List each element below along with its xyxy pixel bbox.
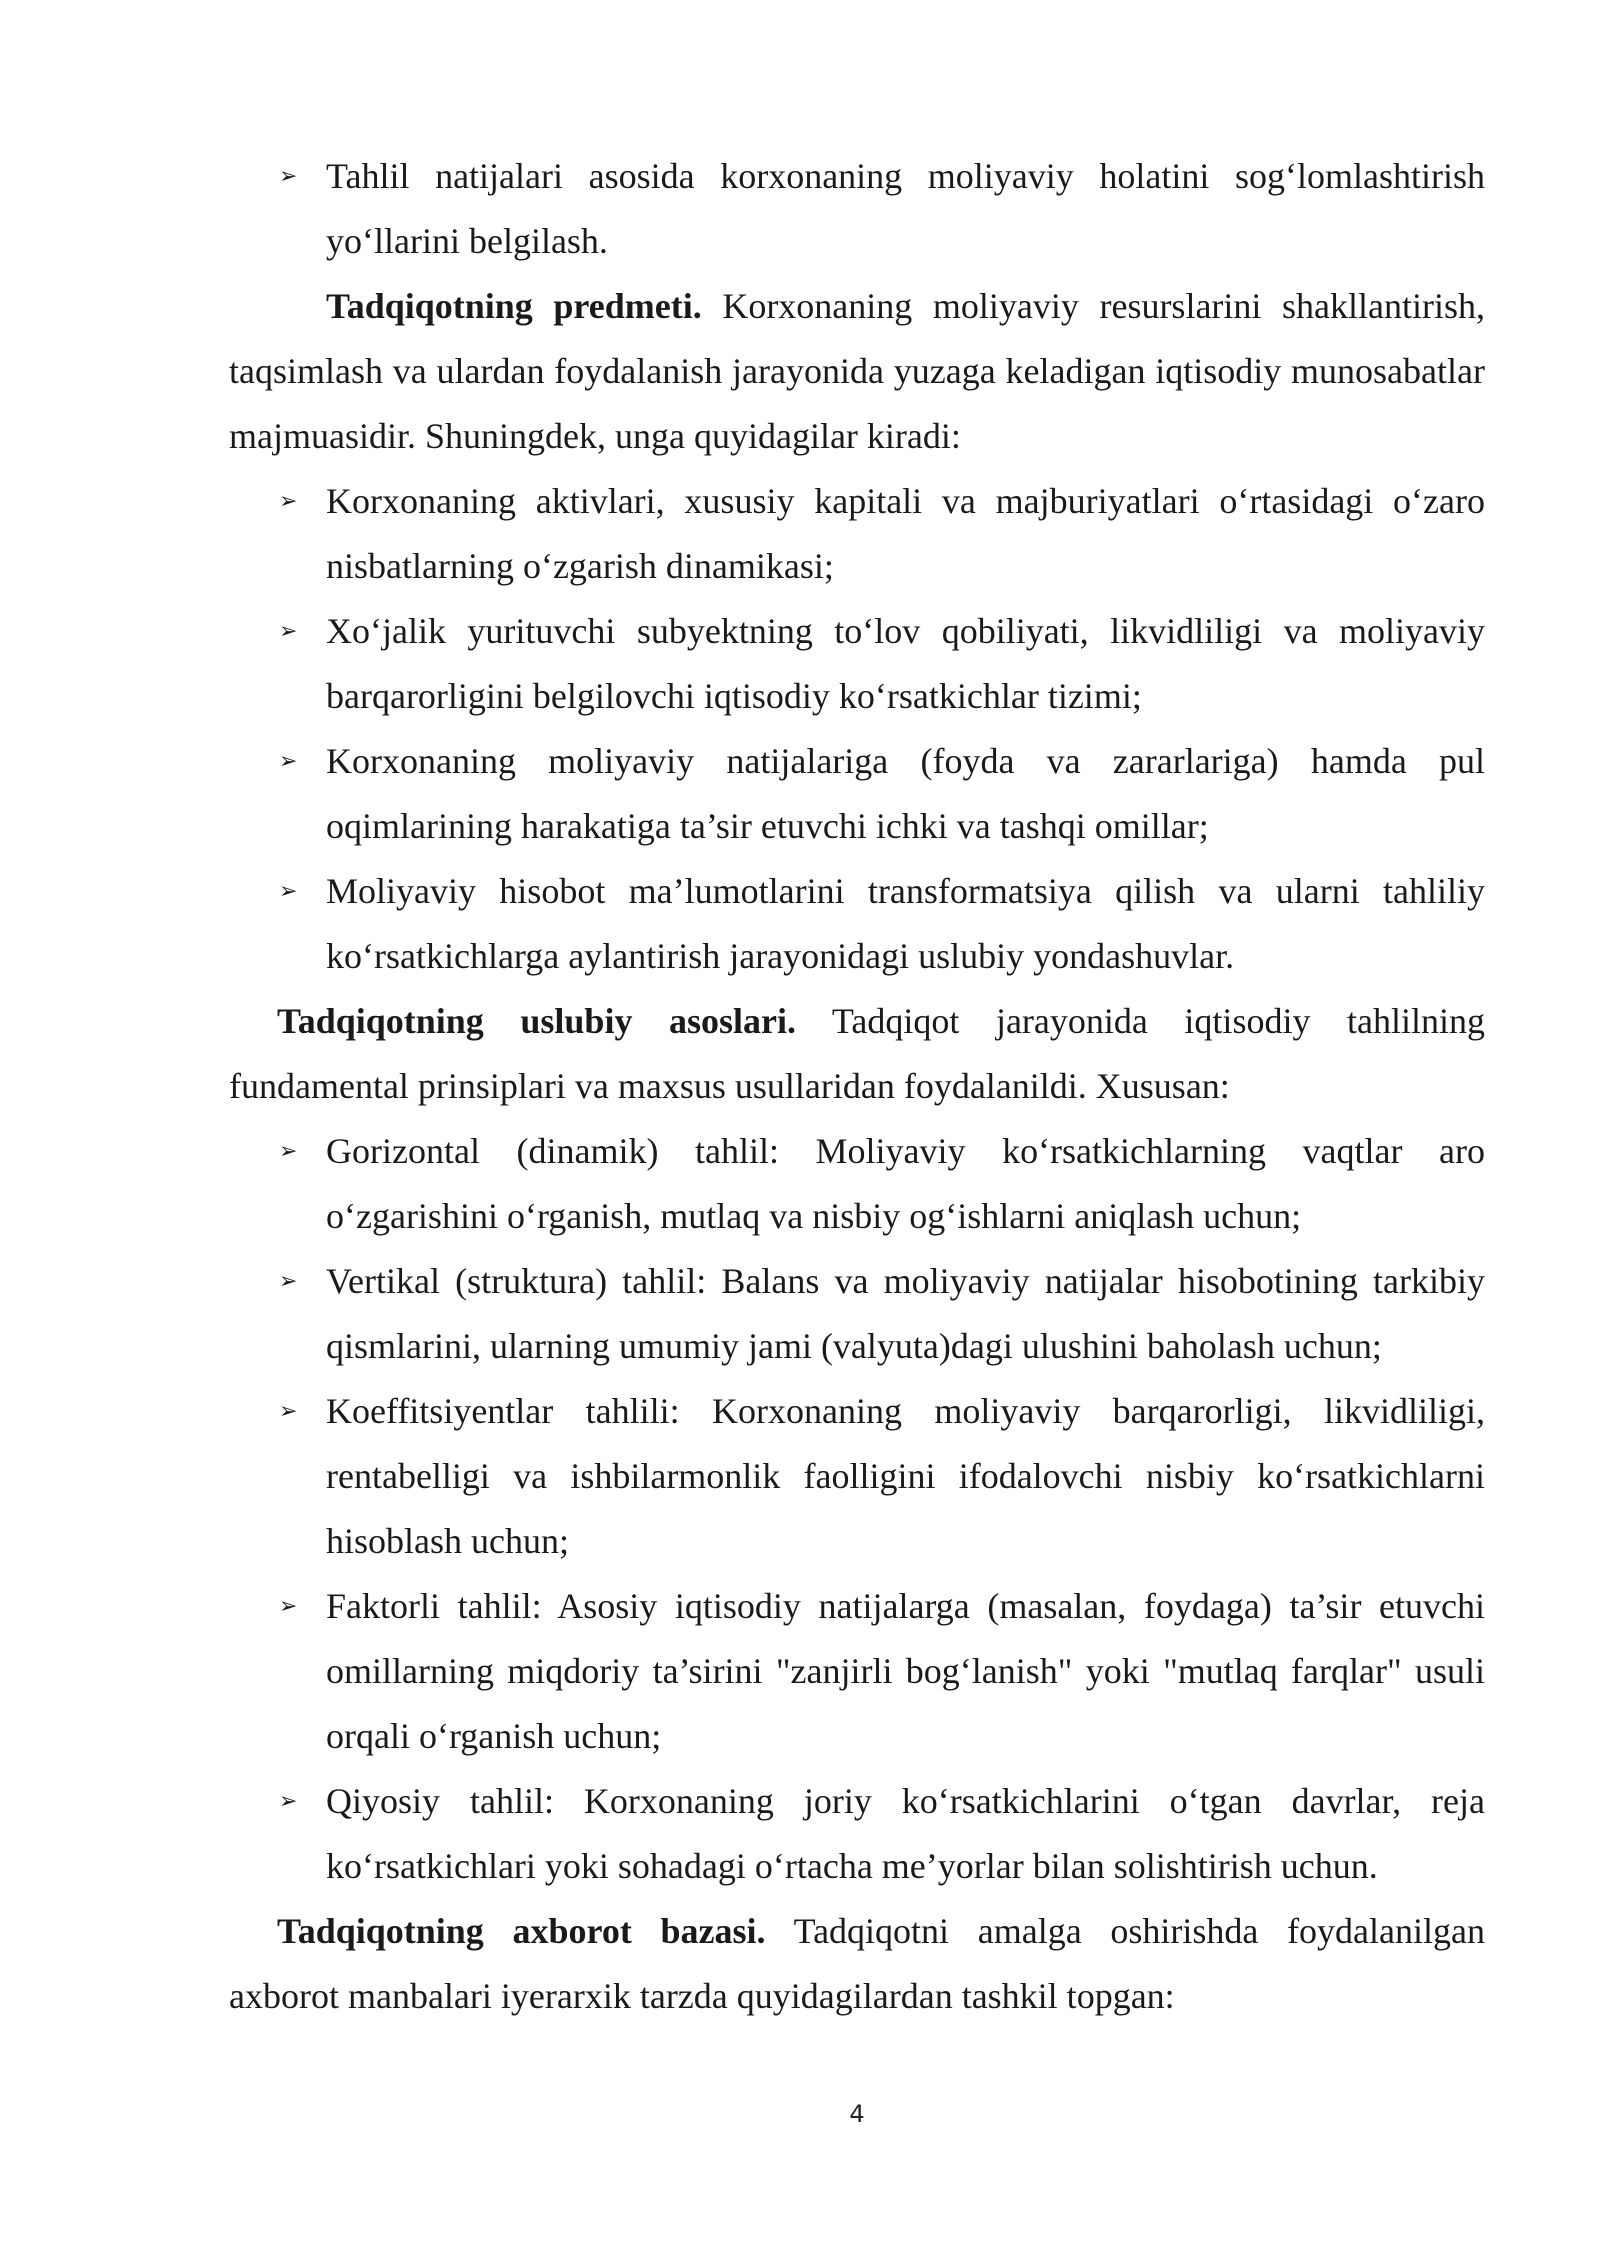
arrow-bullet-icon: ➢ (279, 879, 298, 904)
list-item (229, 469, 1485, 599)
list-item (229, 599, 1485, 729)
paragraph (229, 274, 1485, 469)
paragraph (229, 989, 1485, 1119)
arrow-bullet-icon: ➢ (279, 1139, 298, 1164)
list-item-text: Faktorli tahlil: Asosiy iqtisodiy natijalarga (masalan, foydaga) ta’sir etuvchi omillarning miqdoriy ta’sirini "zanjirli bog‘lanish" yoki "mutlaq farqlar" usuli orqali o‘rganish uchun; (326, 1586, 1485, 1756)
list-item-text: Xo‘jalik yurituvchi subyektning to‘lov qobiliyati, likvidliligi va moliyaviy barqarorligini belgilovchi iqtisodiy ko‘rsatkichlar tizimi; (326, 611, 1485, 716)
list-item (229, 144, 1485, 274)
paragraph-text: Tadqiqot jarayonida iqtisodiy tahlilning fundamental prinsiplari va maxsus usullaridan foydalanildi. Xususan: (229, 1001, 1485, 1106)
list-item (229, 1769, 1485, 1899)
document-body (229, 144, 1485, 2029)
list-item (229, 1379, 1485, 1574)
arrow-bullet-icon: ➢ (279, 749, 298, 774)
paragraph-text: Korxonaning moliyaviy resurslarini shakllantirish, taqsimlash va ulardan foydalanish jarayonida yuzaga keladigan iqtisodiy munosabatlar majmuasidir. Shuningdek, unga quyidagilar kiradi: (229, 286, 1485, 456)
arrow-bullet-icon: ➢ (279, 1399, 298, 1424)
paragraph (229, 1899, 1485, 2029)
arrow-bullet-icon: ➢ (279, 1269, 298, 1294)
list-item-text: Qiyosiy tahlil: Korxonaning joriy ko‘rsatkichlarini o‘tgan davrlar, reja ko‘rsatkichlari yoki sohadagi o‘rtacha me’yorlar bilan solishtirish uchun. (326, 1781, 1485, 1886)
arrow-bullet-icon: ➢ (279, 619, 298, 644)
list-item-text: Korxonaning aktivlari, xususiy kapitali va majburiyatlari o‘rtasidagi o‘zaro nisbatlarning o‘zgarish dinamikasi; (326, 481, 1485, 586)
list-item (229, 1249, 1485, 1379)
list-item-text: Tahlil natijalari asosida korxonaning moliyaviy holatini sog‘lomlashtirish yo‘llarini belgilash. (326, 156, 1485, 261)
list-item-text: Gorizontal (dinamik) tahlil: Moliyaviy ko‘rsatkichlarning vaqtlar aro o‘zgarishini o‘rganish, mutlaq va nisbiy og‘ishlarni aniqlash uchun; (326, 1131, 1485, 1236)
arrow-bullet-icon: ➢ (279, 1789, 298, 1814)
section-heading: Tadqiqotning uslubiy asoslari. (277, 1001, 797, 1041)
paragraph-text: Tadqiqotni amalga oshirishda foydalanilgan axborot manbalari iyerarxik tarzda quyidagilardan tashkil topgan: (229, 1911, 1485, 2016)
arrow-bullet-icon: ➢ (279, 164, 298, 189)
list-item-text: Moliyaviy hisobot ma’lumotlarini transformatsiya qilish va ularni tahliliy ko‘rsatkichlarga aylantirish jarayonidagi uslubiy yondashuvlar. (326, 871, 1485, 976)
section-heading: Tadqiqotning axborot bazasi. (277, 1911, 766, 1951)
list-item (229, 1119, 1485, 1249)
list-item (229, 729, 1485, 859)
arrow-bullet-icon: ➢ (279, 1594, 298, 1619)
arrow-bullet-icon: ➢ (279, 489, 298, 514)
list-item-text: Vertikal (struktura) tahlil: Balans va moliyaviy natijalar hisobotining tarkibiy qismlarini, ularning umumiy jami (valyuta)dagi ulushini baholash uchun; (326, 1261, 1485, 1366)
list-item (229, 1574, 1485, 1769)
section-heading: Tadqiqotning predmeti. (326, 286, 702, 326)
page-number: 4 (849, 2100, 865, 2128)
list-item-text: Koeffitsiyentlar tahlili: Korxonaning moliyaviy barqarorligi, likvidliligi, rentabelligi va ishbilarmonlik faolligini ifodalovchi nisbiy ko‘rsatkichlarni hisoblash uchun; (326, 1391, 1485, 1561)
list-item-text: Korxonaning moliyaviy natijalariga (foyda va zararlariga) hamda pul oqimlarining harakatiga ta’sir etuvchi ichki va tashqi omillar; (326, 741, 1485, 846)
list-item (229, 859, 1485, 989)
